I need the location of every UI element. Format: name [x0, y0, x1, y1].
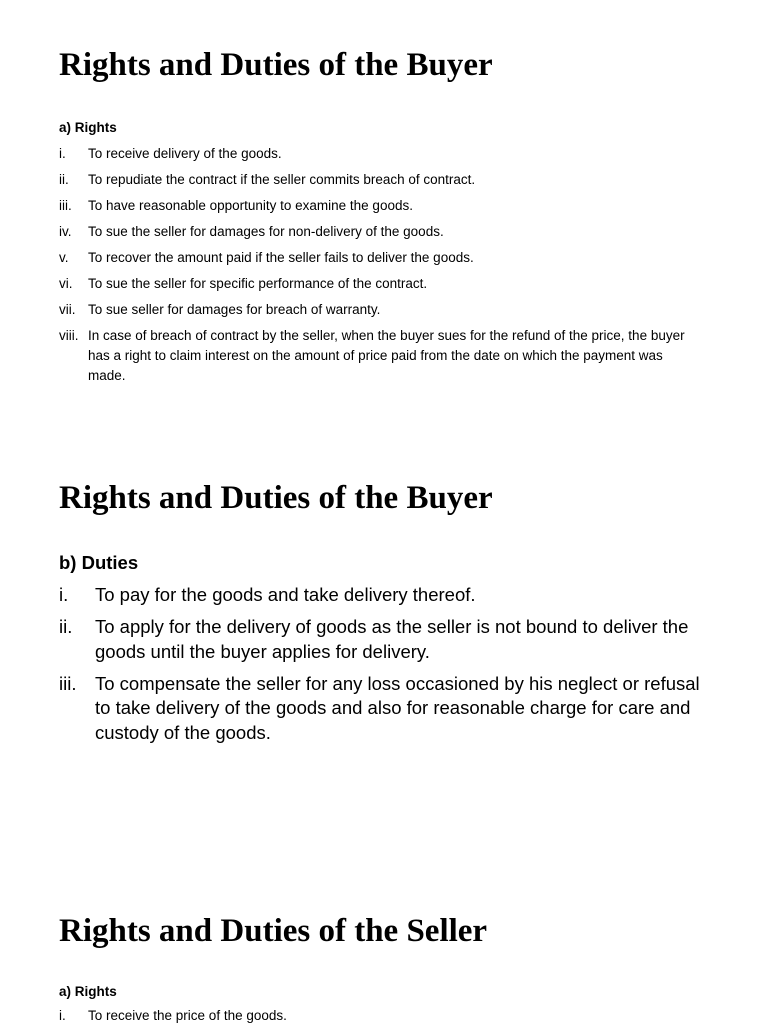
item-number: i. — [59, 146, 66, 161]
item-text: To repudiate the contract if the seller commits breach of contract. — [88, 172, 476, 187]
section-title: Rights and Duties of the Seller — [59, 913, 488, 949]
item-text: To compensate the seller for any loss occasioned by his neglect or refusal to take delivery of the goods and also for reasonable charge for care and custody of the goods. — [95, 672, 700, 743]
item-number: vii. — [59, 302, 76, 317]
item-number: iv. — [59, 224, 72, 239]
list-item — [59, 1006, 699, 1026]
item-text: To receive the price of the goods. — [88, 1008, 287, 1023]
section-title: Rights and Duties of the Buyer — [59, 47, 493, 83]
item-text: To sue the seller for damages for non-delivery of the goods. — [88, 224, 444, 239]
item-text: To receive delivery of the goods. — [88, 146, 282, 161]
item-number: iii. — [59, 672, 77, 694]
item-text: To pay for the goods and take delivery thereof. — [95, 584, 476, 605]
item-text: In case of breach of contract by the seller, when the buyer sues for the refund of the price, the buyer has a right to claim interest on the amount of price paid from the date on which the payment was made. — [88, 328, 685, 383]
item-text: To recover the amount paid if the seller fails to deliver the goods. — [88, 250, 474, 265]
item-number: vi. — [59, 276, 73, 291]
section-subheading: a) Rights — [59, 984, 117, 999]
item-text: To apply for the delivery of goods as the seller is not bound to deliver the goods until the buyer applies for delivery. — [95, 616, 689, 662]
item-number: i. — [59, 1008, 66, 1023]
item-text: To sue seller for damages for breach of warranty. — [88, 302, 381, 317]
item-text: To have reasonable opportunity to examine the goods. — [88, 198, 413, 213]
item-number: viii. — [59, 328, 79, 343]
item-text: To sue the seller for specific performance of the contract. — [88, 276, 428, 291]
item-number: ii. — [59, 172, 69, 187]
item-number: ii. — [59, 616, 73, 637]
section-subheading: a) Rights — [59, 120, 117, 135]
seller-rights-list — [59, 1006, 699, 1032]
item-number: iii. — [59, 198, 72, 213]
item-number: i. — [59, 584, 69, 605]
item-number: v. — [59, 250, 69, 265]
section-subheading: b) Duties — [59, 552, 139, 573]
section-title: Rights and Duties of the Buyer — [59, 480, 493, 516]
